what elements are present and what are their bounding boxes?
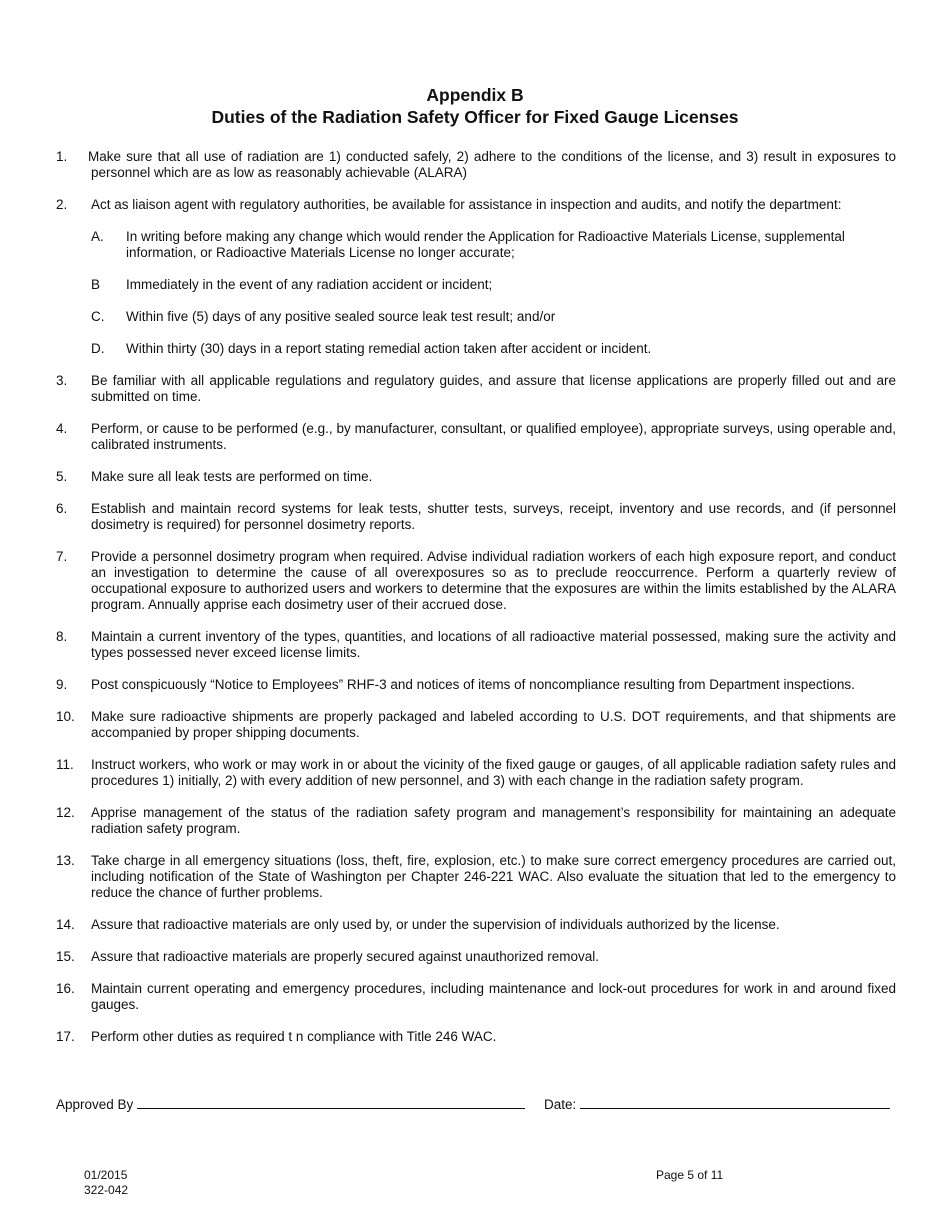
item-text: Establish and maintain record systems for leak tests, shutter tests, surveys, receipt, inventory and use records, and (if personnel dosimetry is required) for personnel dosimetry reports.: [91, 501, 896, 532]
item-text: Assure that radioactive materials are only used by, or under the supervision of individuals authorized by the license.: [91, 917, 780, 932]
item-number: 11.: [56, 757, 74, 772]
approval-section: [56, 1096, 896, 1114]
list-item: [56, 501, 896, 533]
document-title: Appendix B: [426, 85, 524, 105]
subitem-text: Immediately in the event of any radiation accident or incident;: [126, 277, 493, 292]
item-number: 12.: [56, 805, 75, 820]
list-item: [56, 421, 896, 453]
date-group: [544, 1096, 890, 1114]
approved-by-label: Approved By: [56, 1097, 134, 1112]
list-item: [56, 629, 896, 661]
item-text: Make sure all leak tests are performed on time.: [91, 469, 373, 484]
list-item: [56, 549, 896, 613]
item-text: Apprise management of the status of the radiation safety program and management’s responsibility for maintaining an adequate radiation safety program.: [91, 805, 896, 836]
sub-list-item: [56, 277, 896, 293]
item-number: 10.: [56, 709, 75, 724]
item-number: 14.: [56, 917, 75, 932]
item-number: 9.: [56, 677, 68, 692]
list-item: [56, 1029, 896, 1045]
item-text: Maintain a current inventory of the types, quantities, and locations of all radioactive material possessed, making sure the activity and types possessed never exceed license limits.: [91, 629, 896, 660]
list-item: [56, 373, 896, 405]
item-text: Be familiar with all applicable regulations and regulatory guides, and assure that license applications are properly filled out and are submitted on time.: [91, 373, 896, 404]
approved-by-signature-line[interactable]: [137, 1096, 525, 1109]
item-number: 5.: [56, 469, 68, 484]
subitem-letter: B: [91, 277, 101, 292]
subitem-text: Within five (5) days of any positive sealed source leak test result; and/or: [126, 309, 556, 324]
item-number: 13.: [56, 853, 75, 868]
item-text: Act as liaison agent with regulatory authorities, be available for assistance in inspection and audits, and notify the department:: [91, 197, 842, 212]
item-number: 3.: [56, 373, 68, 388]
subitem-letter: D.: [91, 341, 105, 356]
item-number: 7.: [56, 549, 68, 564]
subitem-letter: C.: [91, 309, 105, 324]
item-number: 4.: [56, 421, 68, 436]
list-item: [56, 757, 896, 789]
list-item: [56, 197, 896, 213]
subitem-letter: A.: [91, 229, 104, 244]
footer-left: [84, 1168, 128, 1198]
list-item: [56, 853, 896, 901]
page-number: Page 5 of 11: [656, 1168, 724, 1182]
item-text: Assure that radioactive materials are properly secured against unauthorized removal.: [91, 949, 600, 964]
item-text: Instruct workers, who work or may work in or about the vicinity of the fixed gauge or gauges, of all applicable radiation safety rules and procedures 1) initially, 2) with every addition of new personnel, and 3) with each change in the radiation safety program.: [91, 757, 896, 788]
item-text: Make sure that all use of radiation are 1) conducted safely, 2) adhere to the conditions of the license, and 3) result in exposures to personnel which are as low as reasonably achievable (ALARA): [88, 149, 896, 180]
title-block: [0, 84, 950, 128]
list-item: [56, 709, 896, 741]
list-item: [56, 949, 896, 965]
list-item: [56, 469, 896, 485]
date-signature-line[interactable]: [580, 1096, 890, 1109]
list-item: [56, 805, 896, 837]
list-item: [56, 981, 896, 1013]
item-number: 17.: [56, 1029, 75, 1044]
sub-list-item: [56, 309, 896, 325]
footer-date: 01/2015: [84, 1168, 128, 1182]
date-label: Date:: [544, 1097, 577, 1112]
item-text: Maintain current operating and emergency procedures, including maintenance and lock-out procedures for work in and around fixed gauges.: [91, 981, 896, 1012]
item-text: Make sure radioactive shipments are properly packaged and labeled according to U.S. DOT requirements, and that shipments are accompanied by proper shipping documents.: [91, 709, 896, 740]
item-text: Provide a personnel dosimetry program when required. Advise individual radiation workers of each high exposure report, and conduct an investigation to determine the cause of all overexposures so as to preclude reoccurrence. Perform a quarterly review of occupational exposure to authorized users and workers to determine that the exposures are within the limits established by the ALARA program. Annually apprise each dosimetry user of their accrued dose.: [91, 549, 896, 612]
sub-list-item: [56, 229, 896, 261]
sub-list-item: [56, 341, 896, 357]
item-number: 8.: [56, 629, 68, 644]
item-text: Post conspicuously “Notice to Employees” RHF-3 and notices of items of noncompliance resulting from Department inspections.: [91, 677, 855, 692]
item-text: Perform other duties as required t n compliance with Title 246 WAC.: [91, 1029, 497, 1044]
document-subtitle: Duties of the Radiation Safety Officer for Fixed Gauge Licenses: [211, 107, 739, 127]
subitem-text: Within thirty (30) days in a report stating remedial action taken after accident or incident.: [126, 341, 652, 356]
form-number: 322-042: [84, 1183, 129, 1197]
item-number: 15.: [56, 949, 75, 964]
list-item: [56, 677, 896, 693]
item-text: Take charge in all emergency situations (loss, theft, fire, explosion, etc.) to make sure correct emergency procedures are carried out, including notification of the State of Washington per Chapter 246-221 WAC. Also evaluate the situation that led to the emergency to reduce the chance of further problems.: [91, 853, 896, 900]
item-number: 16.: [56, 981, 75, 996]
item-text: Perform, or cause to be performed (e.g., by manufacturer, consultant, or qualified employee), appropriate surveys, using operable and, calibrated instruments.: [91, 421, 896, 452]
duties-list: [56, 149, 896, 1061]
list-item: [56, 149, 896, 181]
list-item: [56, 917, 896, 933]
subitem-text: In writing before making any change which would render the Application for Radioactive Materials License, supplemental information, or Radioactive Materials License no longer accurate;: [126, 229, 845, 260]
item-number: 1.: [56, 149, 68, 164]
item-number: 2.: [56, 197, 68, 212]
item-number: 6.: [56, 501, 68, 516]
